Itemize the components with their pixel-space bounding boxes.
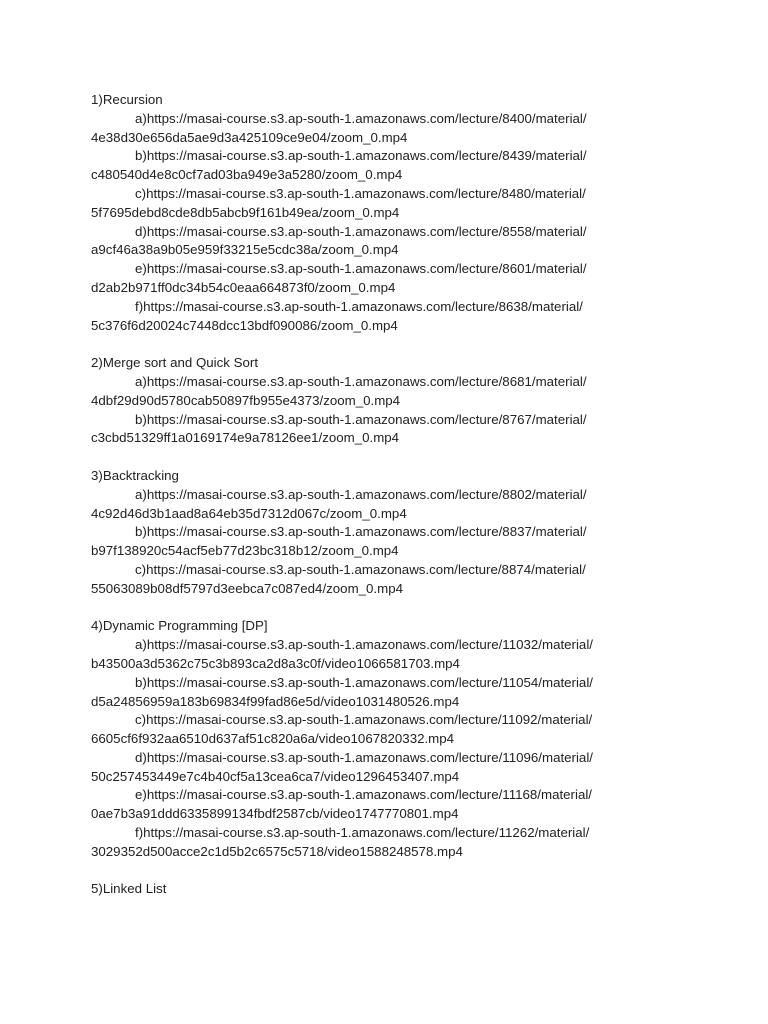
link-url-part2: d5a24856959a183b69834f99fad86e5d/video1031480526.mp4 (91, 693, 460, 709)
link-url-part2: 0ae7b3a91ddd6335899134fbdf2587cb/video1747770801.mp4 (91, 806, 459, 822)
section-title: 3)Backtracking (91, 467, 179, 483)
section-title: 4)Dynamic Programming [DP] (91, 618, 268, 634)
link-line-first (91, 749, 731, 768)
link-url-part2: c3cbd51329ff1a0169174e9a78126ee1/zoom_0.mp4 (91, 430, 400, 446)
link-line-first (91, 523, 731, 542)
link-line-first (91, 110, 731, 129)
link-item[interactable] (91, 674, 731, 712)
link-line-first (91, 786, 731, 805)
link-line-first (91, 561, 731, 580)
link-url-part1: https://masai-course.s3.ap-south-1.amazonaws.com/lecture/8802/material/ (146, 486, 587, 502)
link-line-first (91, 147, 731, 166)
section-title: 5)Linked List (91, 881, 167, 897)
link-item[interactable] (91, 636, 731, 674)
section (91, 354, 731, 448)
link-item[interactable] (91, 260, 731, 298)
section (91, 467, 731, 599)
link-line-first (91, 486, 731, 505)
link-line-first (91, 223, 731, 242)
link-item[interactable] (91, 185, 731, 223)
link-url-part1: https://masai-course.s3.ap-south-1.amazonaws.com/lecture/8767/material/ (146, 411, 587, 427)
link-item[interactable] (91, 749, 731, 787)
link-url-part2: c480540d4e8c0cf7ad03ba949e3a5280/zoom_0.mp4 (91, 167, 403, 183)
link-item[interactable] (91, 486, 731, 524)
link-item[interactable] (91, 411, 731, 449)
link-line-first (91, 824, 731, 843)
link-label: b) (135, 411, 147, 427)
link-url-part2: a9cf46a38a9b05e959f33215e5cdc38a/zoom_0.mp4 (91, 242, 399, 258)
section-title: 1)Recursion (91, 92, 163, 107)
link-label: d) (135, 749, 147, 765)
link-url-part1: https://masai-course.s3.ap-south-1.amazonaws.com/lecture/11054/material/ (146, 674, 593, 690)
link-label: b) (135, 674, 147, 690)
link-url-part2: b97f138920c54acf5eb77d23bc318b12/zoom_0.mp4 (91, 543, 399, 559)
link-label: c) (135, 185, 147, 201)
link-label: f) (135, 298, 144, 314)
link-label: e) (135, 787, 147, 803)
link-item[interactable] (91, 373, 731, 411)
link-url-part1: https://masai-course.s3.ap-south-1.amazonaws.com/lecture/8874/material/ (146, 561, 586, 577)
link-item[interactable] (91, 110, 731, 148)
section (91, 91, 731, 335)
section (91, 880, 731, 899)
link-line-first (91, 373, 731, 392)
link-url-part2: 5f7695debd8cde8db5abcb9f161b49ea/zoom_0.mp4 (91, 204, 400, 220)
link-label: b) (135, 524, 147, 540)
link-url-part1: https://masai-course.s3.ap-south-1.amazonaws.com/lecture/8638/material/ (143, 298, 583, 314)
link-line-first (91, 260, 731, 279)
link-url-part2: 4c92d46d3b1aad8a64eb35d7312d067c/zoom_0.mp4 (91, 505, 407, 521)
link-item[interactable] (91, 147, 731, 185)
link-url-part2: 4e38d30e656da5ae9d3a425109ce9e04/zoom_0.mp4 (91, 129, 408, 145)
link-url-part2: 3029352d500acce2c1d5b2c6575c5718/video1588248578.mp4 (91, 843, 463, 859)
link-item[interactable] (91, 786, 731, 824)
link-url-part1: https://masai-course.s3.ap-south-1.amazonaws.com/lecture/11096/material/ (146, 749, 593, 765)
link-url-part1: https://masai-course.s3.ap-south-1.amazonaws.com/lecture/8480/material/ (146, 185, 586, 201)
link-url-part1: https://masai-course.s3.ap-south-1.amazonaws.com/lecture/8681/material/ (146, 373, 587, 389)
link-label: a) (135, 637, 147, 653)
link-url-part1: https://masai-course.s3.ap-south-1.amazonaws.com/lecture/8400/material/ (146, 110, 587, 126)
link-url-part2: d2ab2b971ff0dc34b54c0eaa664873f0/zoom_0.mp4 (91, 279, 396, 295)
section-title: 2)Merge sort and Quick Sort (91, 355, 259, 371)
link-url-part1: https://masai-course.s3.ap-south-1.amazonaws.com/lecture/11032/material/ (146, 637, 593, 653)
link-label: a) (135, 486, 147, 502)
link-url-part2: b43500a3d5362c75c3b893ca2d8a3c0f/video1066581703.mp4 (91, 655, 460, 671)
link-item[interactable] (91, 824, 731, 862)
link-line-first (91, 298, 731, 317)
link-url-part1: https://masai-course.s3.ap-south-1.amazonaws.com/lecture/8837/material/ (146, 524, 587, 540)
link-item[interactable] (91, 711, 731, 749)
link-label: f) (135, 825, 144, 841)
link-label: a) (135, 373, 147, 389)
link-label: c) (135, 712, 147, 728)
link-label: e) (135, 261, 147, 277)
link-item[interactable] (91, 298, 731, 336)
link-url-part2: 50c257453449e7c4b40cf5a13cea6ca7/video1296453407.mp4 (91, 768, 460, 784)
link-line-first (91, 711, 731, 730)
document-page (91, 91, 731, 918)
link-url-part2: 5c376f6d20024c7448dcc13bdf090086/zoom_0.mp4 (91, 317, 398, 333)
link-url-part1: https://masai-course.s3.ap-south-1.amazonaws.com/lecture/8558/material/ (146, 223, 587, 239)
link-url-part2: 55063089b08df5797d3eebca7c087ed4/zoom_0.mp4 (91, 580, 404, 596)
link-item[interactable] (91, 561, 731, 599)
link-label: c) (135, 561, 147, 577)
link-url-part2: 4dbf29d90d5780cab50897fb955e4373/zoom_0.mp4 (91, 392, 401, 408)
link-label: a) (135, 110, 147, 126)
link-url-part1: https://masai-course.s3.ap-south-1.amazonaws.com/lecture/11262/material/ (143, 825, 590, 841)
link-line-first (91, 674, 731, 693)
link-label: b) (135, 148, 147, 164)
link-url-part1: https://masai-course.s3.ap-south-1.amazonaws.com/lecture/11168/material/ (146, 787, 592, 803)
link-label: d) (135, 223, 147, 239)
link-item[interactable] (91, 523, 731, 561)
link-line-first (91, 185, 731, 204)
link-url-part1: https://masai-course.s3.ap-south-1.amazonaws.com/lecture/11092/material/ (146, 712, 593, 728)
link-url-part1: https://masai-course.s3.ap-south-1.amazonaws.com/lecture/8439/material/ (146, 148, 587, 164)
link-url-part1: https://masai-course.s3.ap-south-1.amazonaws.com/lecture/8601/material/ (146, 261, 587, 277)
link-line-first (91, 636, 731, 655)
link-url-part2: 6605cf6f932aa6510d637af51c820a6a/video1067820332.mp4 (91, 731, 455, 747)
link-line-first (91, 411, 731, 430)
section (91, 617, 731, 861)
link-item[interactable] (91, 223, 731, 261)
